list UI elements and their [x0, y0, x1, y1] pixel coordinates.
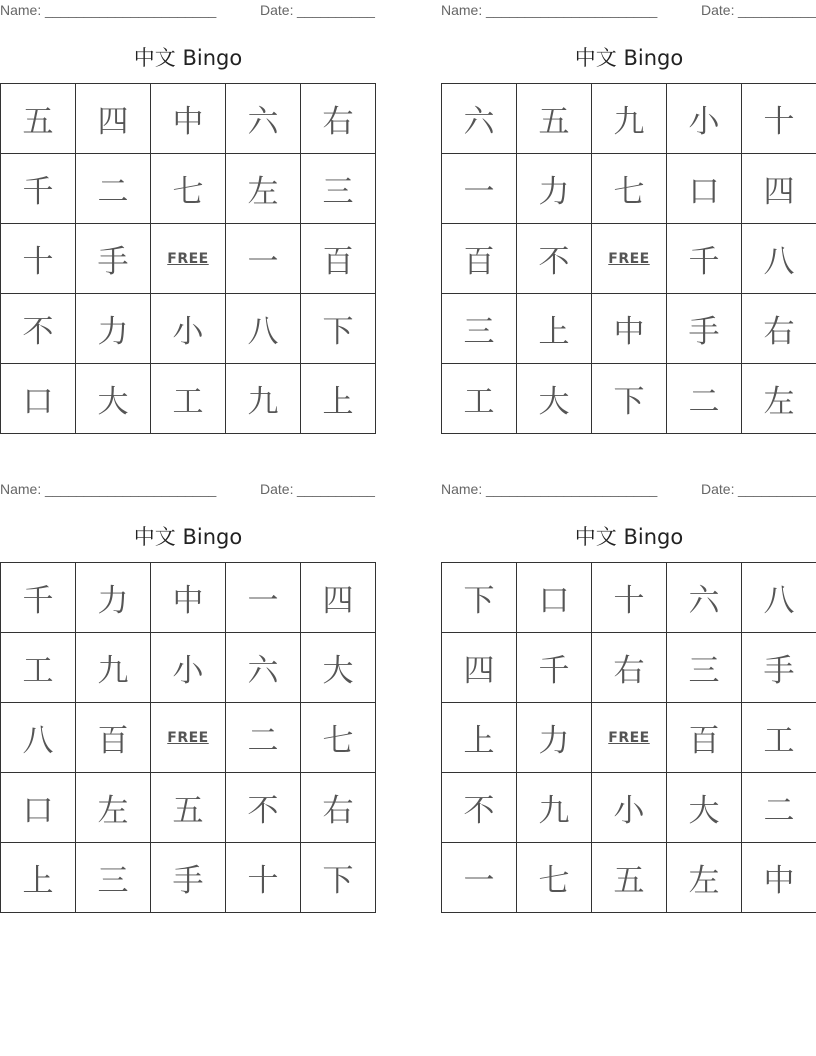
- bingo-cell[interactable]: 八: [742, 224, 816, 294]
- bingo-cell[interactable]: 上: [517, 294, 592, 364]
- card-title: 中文 Bingo: [574, 46, 684, 70]
- free-cell[interactable]: FREE: [151, 224, 226, 294]
- bingo-cell[interactable]: 口: [667, 154, 742, 224]
- date-label: Date:: [701, 2, 735, 18]
- bingo-cell[interactable]: 大: [667, 773, 742, 843]
- bingo-cell[interactable]: 七: [517, 843, 592, 913]
- bingo-cell[interactable]: 力: [517, 154, 592, 224]
- bingo-cell[interactable]: 二: [76, 154, 151, 224]
- bingo-card: [441, 0, 816, 440]
- bingo-cell[interactable]: 千: [1, 154, 76, 224]
- bingo-cell[interactable]: 小: [667, 84, 742, 154]
- bingo-card: [0, 479, 376, 919]
- date-label: Date:: [260, 481, 294, 497]
- bingo-cell[interactable]: 五: [517, 84, 592, 154]
- bingo-cell[interactable]: 十: [592, 563, 667, 633]
- name-label: Name:: [441, 2, 483, 18]
- bingo-card: [0, 0, 376, 440]
- bingo-cell[interactable]: 不: [226, 773, 301, 843]
- bingo-cell[interactable]: 力: [76, 563, 151, 633]
- bingo-cell[interactable]: 右: [301, 773, 376, 843]
- card-title: 中文 Bingo: [133, 46, 243, 70]
- bingo-cell[interactable]: 工: [442, 364, 517, 434]
- bingo-cell[interactable]: 三: [667, 633, 742, 703]
- bingo-cell[interactable]: 五: [151, 773, 226, 843]
- name-field[interactable]: ______________________: [45, 481, 217, 497]
- bingo-cell[interactable]: 左: [76, 773, 151, 843]
- bingo-cell[interactable]: 小: [151, 294, 226, 364]
- name-field[interactable]: ______________________: [45, 2, 217, 18]
- card-title: 中文 Bingo: [133, 525, 243, 549]
- name-label: Name:: [0, 481, 42, 497]
- date-field[interactable]: __________: [738, 481, 816, 497]
- bingo-cell[interactable]: 力: [517, 703, 592, 773]
- bingo-cell[interactable]: 左: [667, 843, 742, 913]
- bingo-cell[interactable]: 下: [301, 843, 376, 913]
- bingo-cell[interactable]: 九: [592, 84, 667, 154]
- bingo-cell[interactable]: 六: [667, 563, 742, 633]
- bingo-cell[interactable]: 不: [1, 294, 76, 364]
- bingo-cell[interactable]: 六: [442, 84, 517, 154]
- bingo-cell[interactable]: 八: [226, 294, 301, 364]
- bingo-cell[interactable]: 工: [1, 633, 76, 703]
- bingo-cell[interactable]: 上: [301, 364, 376, 434]
- bingo-cell[interactable]: 口: [1, 773, 76, 843]
- date-label: Date:: [260, 2, 294, 18]
- free-cell[interactable]: FREE: [592, 703, 667, 773]
- bingo-cell[interactable]: 口: [1, 364, 76, 434]
- card-header: [441, 481, 816, 499]
- bingo-cell[interactable]: 千: [517, 633, 592, 703]
- card-header: [441, 2, 816, 20]
- bingo-cell[interactable]: 十: [1, 224, 76, 294]
- bingo-cell[interactable]: 千: [1, 563, 76, 633]
- bingo-cell[interactable]: 不: [442, 773, 517, 843]
- bingo-cell[interactable]: 小: [592, 773, 667, 843]
- free-cell[interactable]: FREE: [151, 703, 226, 773]
- bingo-grid: [441, 562, 816, 913]
- date-field[interactable]: __________: [738, 2, 816, 18]
- date-field[interactable]: __________: [297, 2, 375, 18]
- bingo-cell[interactable]: 力: [76, 294, 151, 364]
- bingo-cell[interactable]: 九: [226, 364, 301, 434]
- bingo-cell[interactable]: 小: [151, 633, 226, 703]
- bingo-cell[interactable]: 手: [742, 633, 816, 703]
- bingo-cell[interactable]: 二: [742, 773, 816, 843]
- date-label: Date:: [701, 481, 735, 497]
- bingo-cell[interactable]: 三: [76, 843, 151, 913]
- bingo-cell[interactable]: 中: [151, 84, 226, 154]
- bingo-cell[interactable]: 六: [226, 84, 301, 154]
- bingo-cell[interactable]: 大: [517, 364, 592, 434]
- bingo-cell[interactable]: 一: [442, 843, 517, 913]
- bingo-cell[interactable]: 工: [151, 364, 226, 434]
- bingo-cell[interactable]: 百: [667, 703, 742, 773]
- bingo-cell[interactable]: 七: [592, 154, 667, 224]
- bingo-cell[interactable]: 一: [226, 563, 301, 633]
- bingo-cell[interactable]: 二: [226, 703, 301, 773]
- bingo-cell[interactable]: 一: [442, 154, 517, 224]
- bingo-cell[interactable]: 十: [226, 843, 301, 913]
- bingo-cell[interactable]: 中: [592, 294, 667, 364]
- name-field[interactable]: ______________________: [486, 2, 658, 18]
- bingo-cell[interactable]: 左: [226, 154, 301, 224]
- card-title: 中文 Bingo: [574, 525, 684, 549]
- card-header: [0, 2, 376, 20]
- name-label: Name:: [0, 2, 42, 18]
- bingo-cell[interactable]: 下: [301, 294, 376, 364]
- bingo-cell[interactable]: 手: [151, 843, 226, 913]
- date-field[interactable]: __________: [297, 481, 375, 497]
- bingo-cell[interactable]: 下: [592, 364, 667, 434]
- free-cell[interactable]: FREE: [592, 224, 667, 294]
- bingo-cell[interactable]: 手: [667, 294, 742, 364]
- bingo-cell[interactable]: 五: [592, 843, 667, 913]
- bingo-cell[interactable]: 上: [1, 843, 76, 913]
- bingo-cell[interactable]: 五: [1, 84, 76, 154]
- bingo-cell[interactable]: 中: [742, 843, 816, 913]
- bingo-cell[interactable]: 十: [742, 84, 816, 154]
- bingo-cell[interactable]: 九: [517, 773, 592, 843]
- bingo-cell[interactable]: 左: [742, 364, 816, 434]
- bingo-cell[interactable]: 工: [742, 703, 816, 773]
- bingo-cell[interactable]: 口: [517, 563, 592, 633]
- bingo-cell[interactable]: 百: [301, 224, 376, 294]
- bingo-cell[interactable]: 右: [301, 84, 376, 154]
- bingo-cell[interactable]: 千: [667, 224, 742, 294]
- bingo-cell[interactable]: 右: [592, 633, 667, 703]
- bingo-cell[interactable]: 四: [742, 154, 816, 224]
- bingo-cell[interactable]: 不: [517, 224, 592, 294]
- bingo-cell[interactable]: 四: [442, 633, 517, 703]
- bingo-cell[interactable]: 三: [301, 154, 376, 224]
- name-field[interactable]: ______________________: [486, 481, 658, 497]
- bingo-cell[interactable]: 百: [76, 703, 151, 773]
- bingo-cell[interactable]: 下: [442, 563, 517, 633]
- bingo-cell[interactable]: 四: [301, 563, 376, 633]
- bingo-cell[interactable]: 大: [301, 633, 376, 703]
- bingo-card: [441, 479, 816, 919]
- bingo-cell[interactable]: 六: [226, 633, 301, 703]
- bingo-cell[interactable]: 八: [742, 563, 816, 633]
- bingo-cell[interactable]: 七: [151, 154, 226, 224]
- bingo-cell[interactable]: 一: [226, 224, 301, 294]
- bingo-grid: [441, 83, 816, 434]
- bingo-cell[interactable]: 三: [442, 294, 517, 364]
- bingo-cell[interactable]: 百: [442, 224, 517, 294]
- name-label: Name:: [441, 481, 483, 497]
- bingo-cell[interactable]: 九: [76, 633, 151, 703]
- bingo-grid: [0, 562, 376, 913]
- bingo-cell[interactable]: 大: [76, 364, 151, 434]
- bingo-cell[interactable]: 二: [667, 364, 742, 434]
- bingo-cell[interactable]: 七: [301, 703, 376, 773]
- bingo-cell[interactable]: 右: [742, 294, 816, 364]
- bingo-cell[interactable]: 手: [76, 224, 151, 294]
- bingo-cell[interactable]: 四: [76, 84, 151, 154]
- bingo-cell[interactable]: 中: [151, 563, 226, 633]
- card-header: [0, 481, 376, 499]
- bingo-cell[interactable]: 上: [442, 703, 517, 773]
- bingo-cell[interactable]: 八: [1, 703, 76, 773]
- bingo-grid: [0, 83, 376, 434]
